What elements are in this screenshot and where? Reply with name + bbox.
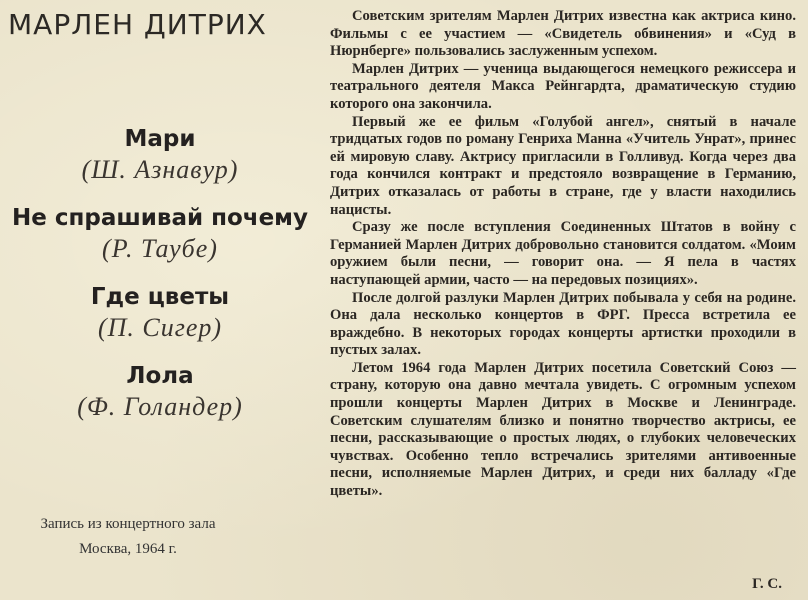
song-item [0,282,320,344]
article-paragraph: Сразу же после вступления Соединенных Штатов в войну с Германией Марлен Дитрих добровольно становится солдатом. «Моим оружием были песни, — говорит она. — Я пела в частях наступающей армии, часто — на передовых позициях». [330,219,796,288]
artist-name-heading: МАРЛЕН ДИТРИХ [8,8,267,41]
song-item [0,361,320,423]
song-author: (Ш. Азнавур) [81,155,239,184]
recording-venue: Запись из концертного зала [40,516,216,532]
song-list [0,124,320,440]
biography-article [330,8,796,501]
article-paragraph: Советским зрителям Марлен Дитрих известна как актриса кино. Фильмы с ее участием — «Свидетель обвинения» и «Суд в Нюрнберге» пользовались заслуженным успехом. [330,8,796,60]
song-author: (П. Сигер) [97,313,223,342]
song-title: Мари [124,126,196,152]
song-title: Не спрашивай почему [12,205,308,231]
recording-place-year: Москва, 1964 г. [79,541,177,557]
song-title: Где цветы [90,284,230,310]
song-title: Лола [126,363,194,389]
song-item [0,203,320,265]
song-item [0,124,320,186]
recording-note [0,512,256,562]
article-paragraph: Летом 1964 года Марлен Дитрих посетила Советский Союз — страну, которую она давно мечтала увидеть. С огромным успехом прошли концерты Марлен Дитрих в Москве и Ленинграде. Советским слушателям близко и понятно творчество актрисы, ее песни, рассказывающие о простых людях, о глубоких человеческих чувствах. Особенно тепло встречались зрителями антивоенные песни, исполняемые Марлен Дитрих, и среди них балладу «Где цветы». [330,359,796,500]
article-paragraph: После долгой разлуки Марлен Дитрих побывала у себя на родине. Она дала несколько концертов в ФРГ. Пресса встретила ее враждебно. В некоторых городах концерты артистки проходили в пустых залах. [330,289,796,359]
author-signature: Г. С. [752,576,782,592]
song-author: (Р. Таубе) [102,234,218,263]
song-author: (Ф. Голандер) [77,392,243,421]
article-paragraph: Марлен Дитрих — ученица выдающегося немецкого режиссера и театрального деятеля Макса Рейнгардта, драматическую студию которого она закончила. [330,60,796,112]
article-paragraph: Первый же ее фильм «Голубой ангел», снятый в начале тридцатых годов по роману Генриха Манна «Учитель Унрат», принес ей мировую славу. Актрису пригласили в Голливуд. Когда через два года кончился контракт и предстояло возвращение в Германию, Дитрих отказалась от работы в стране, где у власти находились нацисты. [330,113,796,218]
